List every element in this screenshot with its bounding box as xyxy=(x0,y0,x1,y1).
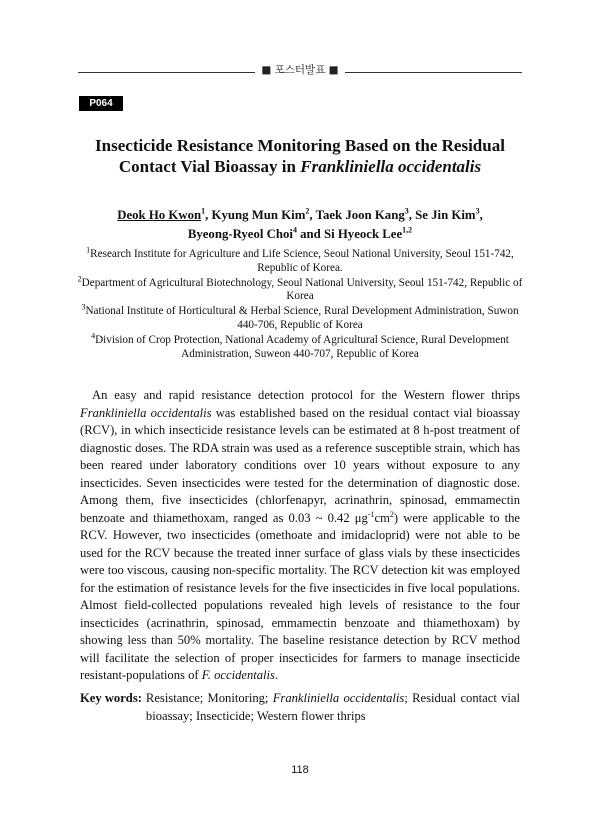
affiliation xyxy=(72,273,528,305)
affiliation-text: National Institute of Horticultural & Herbal Science, Rural Development Administration, Suwon 440-706, Republic of Korea xyxy=(85,305,519,331)
author-name: Byeong-Ryeol Choi xyxy=(187,227,293,241)
abstract-paragraph xyxy=(80,387,520,685)
author-separator: , xyxy=(205,208,212,222)
author-line-1 xyxy=(60,206,540,225)
keywords-text xyxy=(146,690,520,725)
title-line-1: Insecticide Resistance Monitoring Based on the Residual xyxy=(95,136,505,155)
author-affil-sup: 3 xyxy=(404,206,409,216)
affiliation-sup: 4 xyxy=(91,331,96,341)
paper-title xyxy=(60,135,540,177)
author-affil-sup: 1,2 xyxy=(402,225,413,235)
author-name: Si Hyeock Lee xyxy=(323,227,403,241)
author-separator: and xyxy=(296,227,324,241)
author-affil-sup: 3 xyxy=(475,206,480,216)
author-separator: , xyxy=(309,208,316,222)
abstract xyxy=(80,387,520,685)
title-line-2-text: Contact Vial Bioassay in xyxy=(118,157,301,176)
title-line-2 xyxy=(60,156,540,177)
affiliation-sup: 1 xyxy=(86,245,91,255)
author-affil-sup: 1 xyxy=(201,206,206,216)
section-label: ■ 포스터발표 ■ xyxy=(255,64,344,76)
author-name: Taek Joon Kang xyxy=(315,208,405,222)
abstract-text: . xyxy=(274,668,279,682)
keywords-part: ; Residual contact vial bioassay; Insecticide; Western flower thrips xyxy=(145,691,520,723)
abstract-text: An easy and rapid resistance detection protocol for the Western flower thrips xyxy=(92,388,520,402)
keywords-species: Frankliniella occidentalis xyxy=(272,691,405,705)
affiliation-sup: 3 xyxy=(81,302,86,312)
unit-superscript: 2 xyxy=(389,509,394,519)
poster-id-badge: P064 xyxy=(79,96,123,111)
abstract-text: ) were applicable to the RCV. However, two insecticides (omethoate and imidacloprid) were not able to be used for the RCV because the treated inner surface of glass vials by these insecticides were too viscous, causing non-specific mortality. The RCV detection kit was employed for the estimation of resistance levels for the five insecticides in five local populations. Almost field-collected populations revealed high levels of resistance to the four insecticides (acrinathrin, spinosad, emmamectin benzoate and thiamethoxam) by showing less than 50% mortality. The baseline resistance detection by RCV method will facilitate the selection of proper insecticides for farmers to manage insecticide resistant-populations of xyxy=(80,510,521,682)
author-name: Se Jin Kim xyxy=(415,208,476,222)
keywords xyxy=(80,690,520,725)
affiliation xyxy=(72,331,528,362)
author-separator: , xyxy=(408,208,416,222)
keywords-label: Key words: xyxy=(80,691,142,705)
section-header xyxy=(0,62,600,77)
author-name: Kyung Mun Kim xyxy=(211,208,306,222)
affiliation-text: Department of Agricultural Biotechnology, Seoul National University, Seoul 151-742, Republic of Korea xyxy=(81,276,523,303)
abstract-species-abbrev: F. occidentalis xyxy=(201,668,275,682)
author-affil-sup: 4 xyxy=(292,225,297,235)
abstract-unit: cm xyxy=(374,510,390,525)
author-name: Deok Ho Kwon xyxy=(117,208,202,222)
author-separator: , xyxy=(479,208,483,222)
page-number: 118 xyxy=(291,764,309,776)
affiliation xyxy=(72,245,528,276)
keywords-part: Resistance; Monitoring; xyxy=(145,691,273,705)
affiliation-sup: 2 xyxy=(77,273,82,283)
author-list xyxy=(60,206,540,244)
affiliation-text: Division of Crop Protection, National Academy of Agricultural Science, Rural Development Administration, Suweon 440-707, Republic of Korea xyxy=(95,333,509,360)
title-species: Frankliniella occidentalis xyxy=(300,157,482,176)
author-affil-sup: 2 xyxy=(305,206,310,216)
affiliation-text: Research Institute for Agriculture and Life Science, Seoul National University, Seoul 151-742, Republic of Korea. xyxy=(90,248,514,274)
unit-superscript: -1 xyxy=(367,509,375,519)
affiliation xyxy=(72,302,528,333)
abstract-species: Frankliniella occidentalis xyxy=(80,405,212,420)
affiliation-list xyxy=(72,245,528,362)
author-line-2 xyxy=(60,225,540,244)
abstract-text: was established based on the residual contact vial bioassay (RCV), in which insecticide resistance levels can be estimated at 8 h-post treatment of diagnostic doses. The RDA strain was used as a reference susceptible strain, which has been reared under laboratory conditions over 10 years without exposure to any insecticides. Seven insecticides were tested for the determination of diagnostic dose. Among them, five insecticides (chlorfenapyr, acrinathrin, spinosad, emmamectin benzoate and thiamethoxam, ranged as 0.03 ~ 0.42 μg xyxy=(80,405,520,525)
